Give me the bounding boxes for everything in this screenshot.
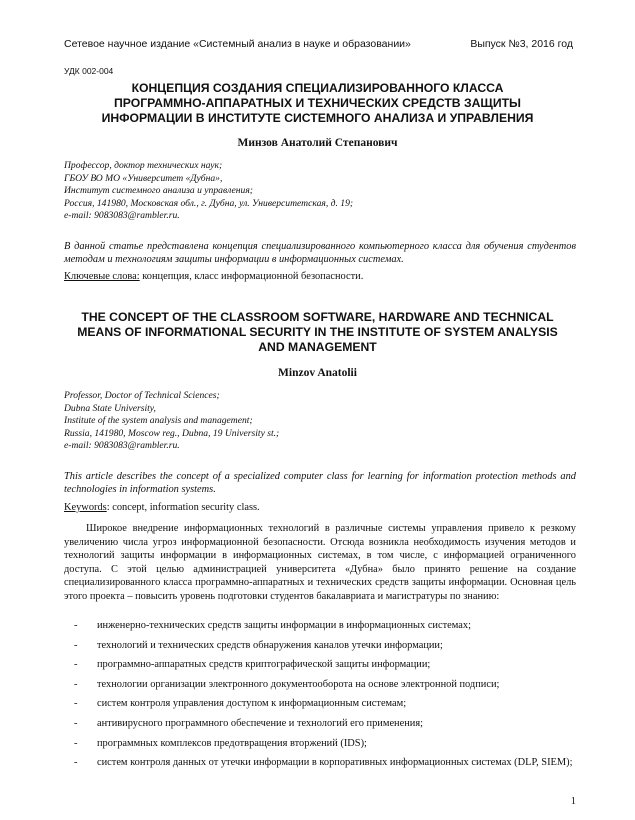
title-ru <box>60 81 575 126</box>
author-ru: Минзов Анатолий Степанович <box>237 137 398 149</box>
list-item: - программно-аппаратных средств криптографической защиты информации; <box>74 659 431 671</box>
author-en: Minzov Anatolii <box>278 367 357 379</box>
abstract-ru: В данной статье представлена концепция специализированного компьютерного класса для обучения студентов методам и технологиям защиты информации в информационных системах. <box>64 241 576 265</box>
affiliation-en <box>64 390 576 453</box>
body-paragraph: Широкое внедрение информационных технологий в различные системы управления привело к резкому увеличению числа угроз информационной безопасности. Отсюда возникла необходимость изучения методов и технологий защиты информации в информационных системах, в том числе, с информацией ограниченного доступа. С этой целью администрацией университета «Дубна» было принято решение на создание специализированного класса программно-аппаратных и технических средств защиты информации. Основная цель этого проекта – повысить уровень подготовки студентов бакалавриата и магистратуры по знанию: <box>64 523 576 602</box>
keywords-text-en: : concept, information security class. <box>106 502 260 513</box>
issue-header: Выпуск №3, 2016 год <box>470 38 573 50</box>
list-item: - технологии организации электронного документооборота на основе электронной подписи; <box>74 678 500 690</box>
affiliation-line: Институт системного анализа и управления; <box>64 185 253 197</box>
list-item: - инженерно-технических средств защиты информации в информационных системах; <box>74 620 471 631</box>
udc-code: УДК 002-004 <box>64 66 114 76</box>
affiliation-ru <box>64 160 576 223</box>
list-item: - программных комплексов предотвращения вторжений (IDS); <box>74 737 367 749</box>
abstract-en: This article describes the concept of a specialized computer class for learning for information protection methods and technologies in information systems. <box>64 471 576 495</box>
list-item: - систем контроля данных от утечки информации в корпоративных информационных системах (DLP, SIEM); <box>74 757 573 769</box>
title-ru-line: КОНЦЕПЦИЯ СОЗДАНИЯ СПЕЦИАЛИЗИРОВАННОГО КЛАССА <box>131 81 504 95</box>
title-en <box>60 310 575 355</box>
keywords-label-ru: Ключевые слова: <box>64 271 140 282</box>
list-item: - антивирусного программного обеспечение и технологий его применения; <box>74 717 424 729</box>
affiliation-line: Russia, 141980, Moscow reg., Dubna, 19 University st.; <box>64 427 280 439</box>
keywords-text-ru: концепция, класс информационной безопасности. <box>139 271 364 282</box>
list-item: - систем контроля управления доступом к информационным системам; <box>74 698 407 710</box>
keywords-ru <box>64 271 576 282</box>
affiliation-line: e-mail: 9083083@rambler.ru. <box>64 440 180 452</box>
title-en-line: THE CONCEPT OF THE CLASSROOM SOFTWARE, HARDWARE AND TECHNICAL <box>81 310 554 324</box>
affiliation-line: e-mail: 9083083@rambler.ru. <box>64 210 180 222</box>
affiliation-line: ГБОУ ВО МО «Университет «Дубна», <box>64 172 223 184</box>
affiliation-line: Professor, Doctor of Technical Sciences; <box>64 390 220 401</box>
affiliation-line: Dubna State University, <box>64 402 156 414</box>
page-number: 1 <box>570 796 576 807</box>
title-en-line: MEANS OF INFORMATIONAL SECURITY IN THE INSTITUTE OF SYSTEM ANALYSIS <box>77 325 558 339</box>
title-ru-line: ПРОГРАММНО-АППАРАТНЫХ И ТЕХНИЧЕСКИХ СРЕДСТВ ЗАЩИТЫ <box>113 96 521 110</box>
title-en-line: AND MANAGEMENT <box>258 340 377 354</box>
title-ru-line: ИНФОРМАЦИИ В ИНСТИТУТЕ СИСТЕМНОГО АНАЛИЗА И УПРАВЛЕНИЯ <box>101 111 534 125</box>
keywords-label-en: Keywords <box>64 502 107 513</box>
affiliation-line: Профессор, доктор технических наук; <box>64 160 223 171</box>
knowledge-list <box>64 619 576 776</box>
affiliation-line: Россия, 141980, Московская обл., г. Дубна, ул. Университетская, д. 19; <box>64 197 354 209</box>
list-item: - технологий и технических средств обнаружения каналов утечки информации; <box>74 639 443 651</box>
journal-header: Сетевое научное издание «Системный анализ в науке и образовании» <box>64 38 411 50</box>
affiliation-line: Institute of the system analysis and management; <box>64 415 253 427</box>
keywords-en <box>64 502 576 513</box>
